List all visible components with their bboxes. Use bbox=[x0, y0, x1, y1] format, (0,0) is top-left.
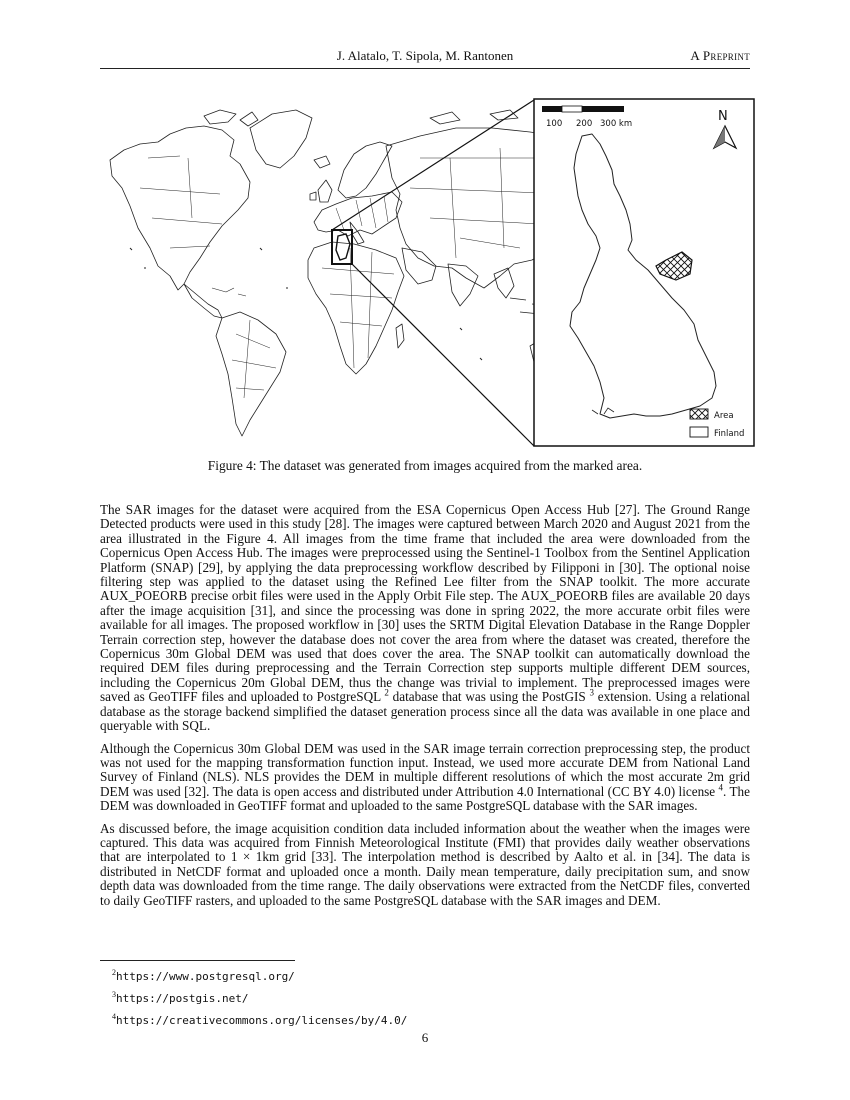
legend-finland-label: Finland bbox=[714, 429, 745, 439]
footnote-ref-2[interactable]: 2 bbox=[384, 687, 389, 698]
paragraph-3 bbox=[100, 822, 750, 908]
paragraph-text: The SAR images for the dataset were acquired from the ESA Copernicus Open Access Hub [27]. The Ground Range Detected products were used in this study [28]. The images were captured between March 2020 and August 2021 from the area illustrated in the Figure 4. All images from the time frame that included the area were downloaded from the Copernicus Open Access Hub. The images were preprocessed using the Sentinel-1 Toolbox from the Sentinel Application Platform (SNAP) [29], by applying the data preprocessing workflow described by Filipponi in [30]. The optional noise filtering step was applied to the dataset using the Refined Lee filter from the SNAP toolkit. The more accurate AUX_POEORB precise orbit files were used in the Apply Orbit File step. The AUX_POEORB files are available 20 days after the image acquisition [31], and since the processing was done in spring 2022, the more accurate orbit files were available for all images. The proposed workflow in [30] uses the SRTM Digital Elevation Database in the Range Doppler Terrain correction step, however the database does not cover the area from where the dataset was created, therefore the Copernicus 30m Global DEM was used that does cover the area. The SNAP toolkit can automatically download the required DEM files during preprocessing and the Terrain Correction step supports multiple different DEM sources, including the Copernicus 20m Global DEM, thus the change was trivial to implement. The preprocessed images were saved as GeoTIFF files and uploaded to PostgreSQL bbox=[100, 502, 750, 705]
paragraph-text: . The DEM was downloaded in GeoTIFF format and uploaded to the same PostgreSQL database with the SAR images. bbox=[100, 783, 750, 814]
footnote-ref-3[interactable]: 3 bbox=[589, 687, 595, 698]
paragraph-text: As discussed before, the image acquisition condition data included information about the weather when the images were captured. This data was acquired from Finnish Meteorological Institute (FMI) that provides daily weather observations that are interpolated to 1 × 1km grid [33]. The interpolation method is described by Aalto et al. in [34]. The data is distributed in NetCDF format and uploaded once a month. Daily mean temperature, daily precipitation sum, and snow depth data was downloaded from the time range. The daily observations were extracted from the NetCDF files, converted to daily GeoTIFF rasters, and uploaded to the same PostgreSQL database with the SAR images and DEM. bbox=[100, 820, 750, 908]
footnote-2 bbox=[112, 964, 407, 986]
footnote-number: 3 bbox=[112, 989, 116, 999]
europe-outline bbox=[314, 192, 402, 236]
legend-area-label: Area bbox=[714, 411, 734, 421]
north-label: N bbox=[718, 109, 728, 124]
greenland-outline bbox=[250, 110, 312, 168]
scale-label-300: 300 km bbox=[600, 119, 633, 129]
footnotes bbox=[112, 964, 407, 1029]
footnote-ref-4[interactable]: 4 bbox=[718, 782, 724, 793]
footnote-number: 2 bbox=[112, 968, 116, 977]
page-number: 6 bbox=[421, 1030, 429, 1045]
header-authors: J. Alatalo, T. Sipola, M. Rantonen bbox=[336, 48, 514, 63]
footnote-url-postgresql[interactable]: https://www.postgresql.org/ bbox=[116, 969, 295, 983]
legend-finland-swatch bbox=[690, 427, 708, 437]
scale-label-100: 100 bbox=[546, 119, 563, 129]
africa-outline bbox=[308, 242, 404, 374]
paragraph-text: Although the Copernicus 30m Global DEM was used in the SAR image terrain correction preprocessing step, the product was not used for the mapping transformation function input. Instead, we used more accurate DEM from National Land Survey of Finland (NLS). NLS provides the DEM in multiple different resolutions of which the most accurate 2m grid DEM was used [32]. The data is open access and distributed under Attribution 4.0 International (CC BY 4.0) license bbox=[100, 740, 750, 799]
footnote-rule bbox=[100, 960, 295, 961]
scale-label-200: 200 bbox=[576, 119, 593, 129]
study-area-map bbox=[100, 98, 755, 448]
south-america-outline bbox=[216, 312, 286, 436]
paragraph-1 bbox=[100, 503, 750, 734]
footnote-url-postgis[interactable]: https://postgis.net/ bbox=[116, 991, 249, 1005]
paragraph-2 bbox=[100, 742, 750, 814]
running-header bbox=[100, 48, 750, 68]
paragraph-text: extension. Using a relational database as the storage backend simplified the dataset generation process since all the data was available in one place and queryable with SQL. bbox=[100, 689, 751, 734]
footnote-3 bbox=[112, 986, 407, 1008]
scandinavia-outline bbox=[338, 142, 392, 198]
header-rule bbox=[100, 68, 750, 69]
header-preprint-tag: A Preprint bbox=[690, 48, 750, 63]
footnote-number: 4 bbox=[112, 1011, 116, 1021]
body-text bbox=[100, 503, 750, 916]
legend-area-swatch bbox=[690, 409, 708, 419]
north-america-outline bbox=[110, 126, 250, 290]
figure-caption: Figure 4: The dataset was generated from images acquired from the marked area. bbox=[207, 458, 643, 473]
paragraph-text: database that was using the PostGIS bbox=[388, 689, 590, 705]
footnote-url-cc-license[interactable]: https://creativecommons.org/licenses/by/4.0/ bbox=[116, 1013, 408, 1027]
figure-4 bbox=[100, 98, 755, 448]
footnote-4 bbox=[112, 1008, 407, 1030]
